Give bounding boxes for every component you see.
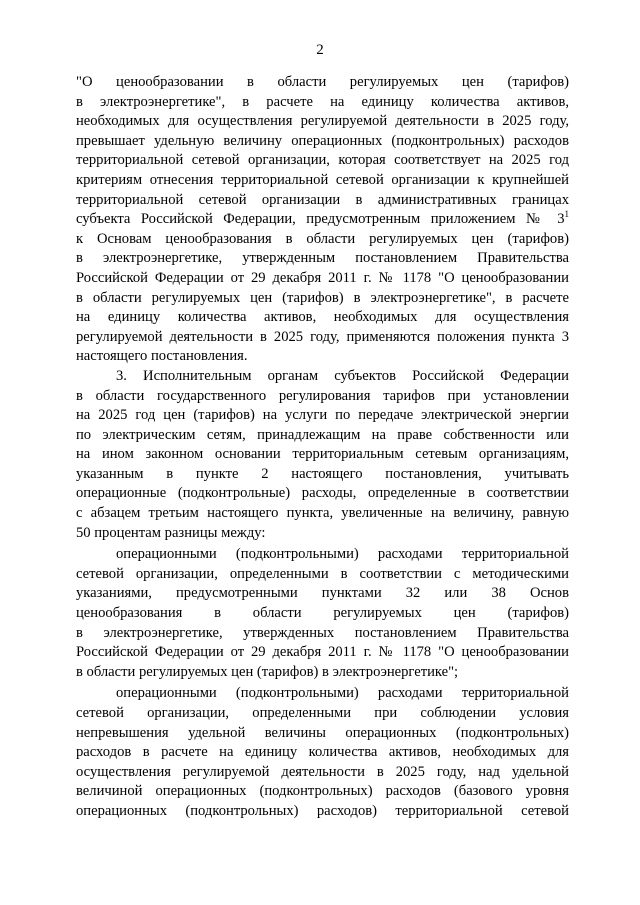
paragraph xyxy=(76,684,569,821)
text-line: сетевой организации, определенными в соответствии с методическими xyxy=(76,565,569,582)
text-line: превышает удельную величину операционных (подконтрольных) расходов xyxy=(76,132,569,149)
text-line: в области государственного регулирования тарифов при установлении xyxy=(76,387,569,404)
text-line: территориальной сетевой организации в административных границах xyxy=(76,191,569,208)
text-line: непревышения удельной величины операционных (подконтрольных) xyxy=(76,724,569,741)
text-line: расходов в расчете на единицу количества активов, необходимых для xyxy=(76,744,569,761)
text-line: сетевой организации, определенными при соблюдении условия xyxy=(76,705,569,721)
text-line: осуществления регулируемой деятельности в 2025 году, над удельной xyxy=(76,763,569,780)
text-line: с абзацем третьим настоящего пункта, увеличенные на величину, равную xyxy=(76,505,569,522)
text-line: по электрическим сетям, принадлежащим на праве собственности или xyxy=(76,426,569,443)
text-line: операционными (подконтрольными) расходами территориальной xyxy=(116,546,569,563)
text-line: величиной операционных (подконтрольных) расходов (базового уровня xyxy=(76,783,569,800)
text-line: операционных (подконтрольных) расходов) территориальной сетевой xyxy=(76,802,569,819)
text-line: указаниями, предусмотренными пунктами 32 или 38 Основ xyxy=(76,585,569,602)
page-number: 2 xyxy=(316,42,324,58)
text-line: территориальной сетевой организации, которая соответствует на 2025 год xyxy=(76,152,569,169)
text-line: в электроэнергетике", в расчете на единицу количества активов, xyxy=(76,93,569,110)
paragraph xyxy=(76,545,569,682)
text-line: в области регулируемых цен (тарифов) в электроэнергетике", в расчете xyxy=(76,289,569,306)
text-line: операционными (подконтрольными) расходами территориальной xyxy=(116,685,569,702)
text-line: на единицу количества активов, необходимых для осуществления xyxy=(76,309,569,326)
footnote-marker: 1 xyxy=(564,209,569,220)
text-line: критериям отнесения территориальной сетевой организации к крупнейшей xyxy=(76,171,569,188)
text-line: субъекта Российской Федерации, предусмотренным приложением № $3^1$ xyxy=(76,209,569,228)
paragraph xyxy=(76,73,569,367)
text-line: на 2025 год цен (тарифов) на услуги по передаче электрической энергии xyxy=(76,407,569,424)
text-line: ценообразования в области регулируемых цен (тарифов) xyxy=(76,605,569,622)
text-line: настоящего постановления. xyxy=(76,348,248,365)
paragraph xyxy=(76,367,569,543)
text-line: на ином законном основании территориальным сетевым организациям, xyxy=(76,446,569,463)
text-line: 3. Исполнительным органам субъектов Российской Федерации xyxy=(116,367,569,384)
text-line: указанным в пункте 2 настоящего постановления, учитывать xyxy=(76,465,569,482)
text-line: в электроэнергетике, утвержденным постановлением Правительства xyxy=(76,250,569,267)
text-line: 50 процентам разницы между: xyxy=(76,524,266,541)
text-line: "О ценообразовании в области регулируемых цен (тарифов) xyxy=(76,74,569,90)
text-line: в электроэнергетике, утвержденных постановлением Правительства xyxy=(76,624,569,641)
document-body xyxy=(76,73,569,822)
text-line: Российской Федерации от 29 декабря 2011 г. № 1178 "О ценообразовании xyxy=(76,644,569,661)
text-line: операционные (подконтрольные) расходы, определенные в соответствии xyxy=(76,485,569,502)
text-line: необходимых для осуществления регулируемой деятельности в 2025 году, xyxy=(76,113,569,130)
text-line: Российской Федерации от 29 декабря 2011 г. № 1178 "О ценообразовании xyxy=(76,269,569,286)
text-line: в области регулируемых цен (тарифов) в электроэнергетике"; xyxy=(76,663,459,680)
text-line: к Основам ценообразования в области регулируемых цен (тарифов) xyxy=(76,230,569,247)
text-line: регулируемой деятельности в 2025 году, применяются положения пункта 3 xyxy=(76,328,569,345)
